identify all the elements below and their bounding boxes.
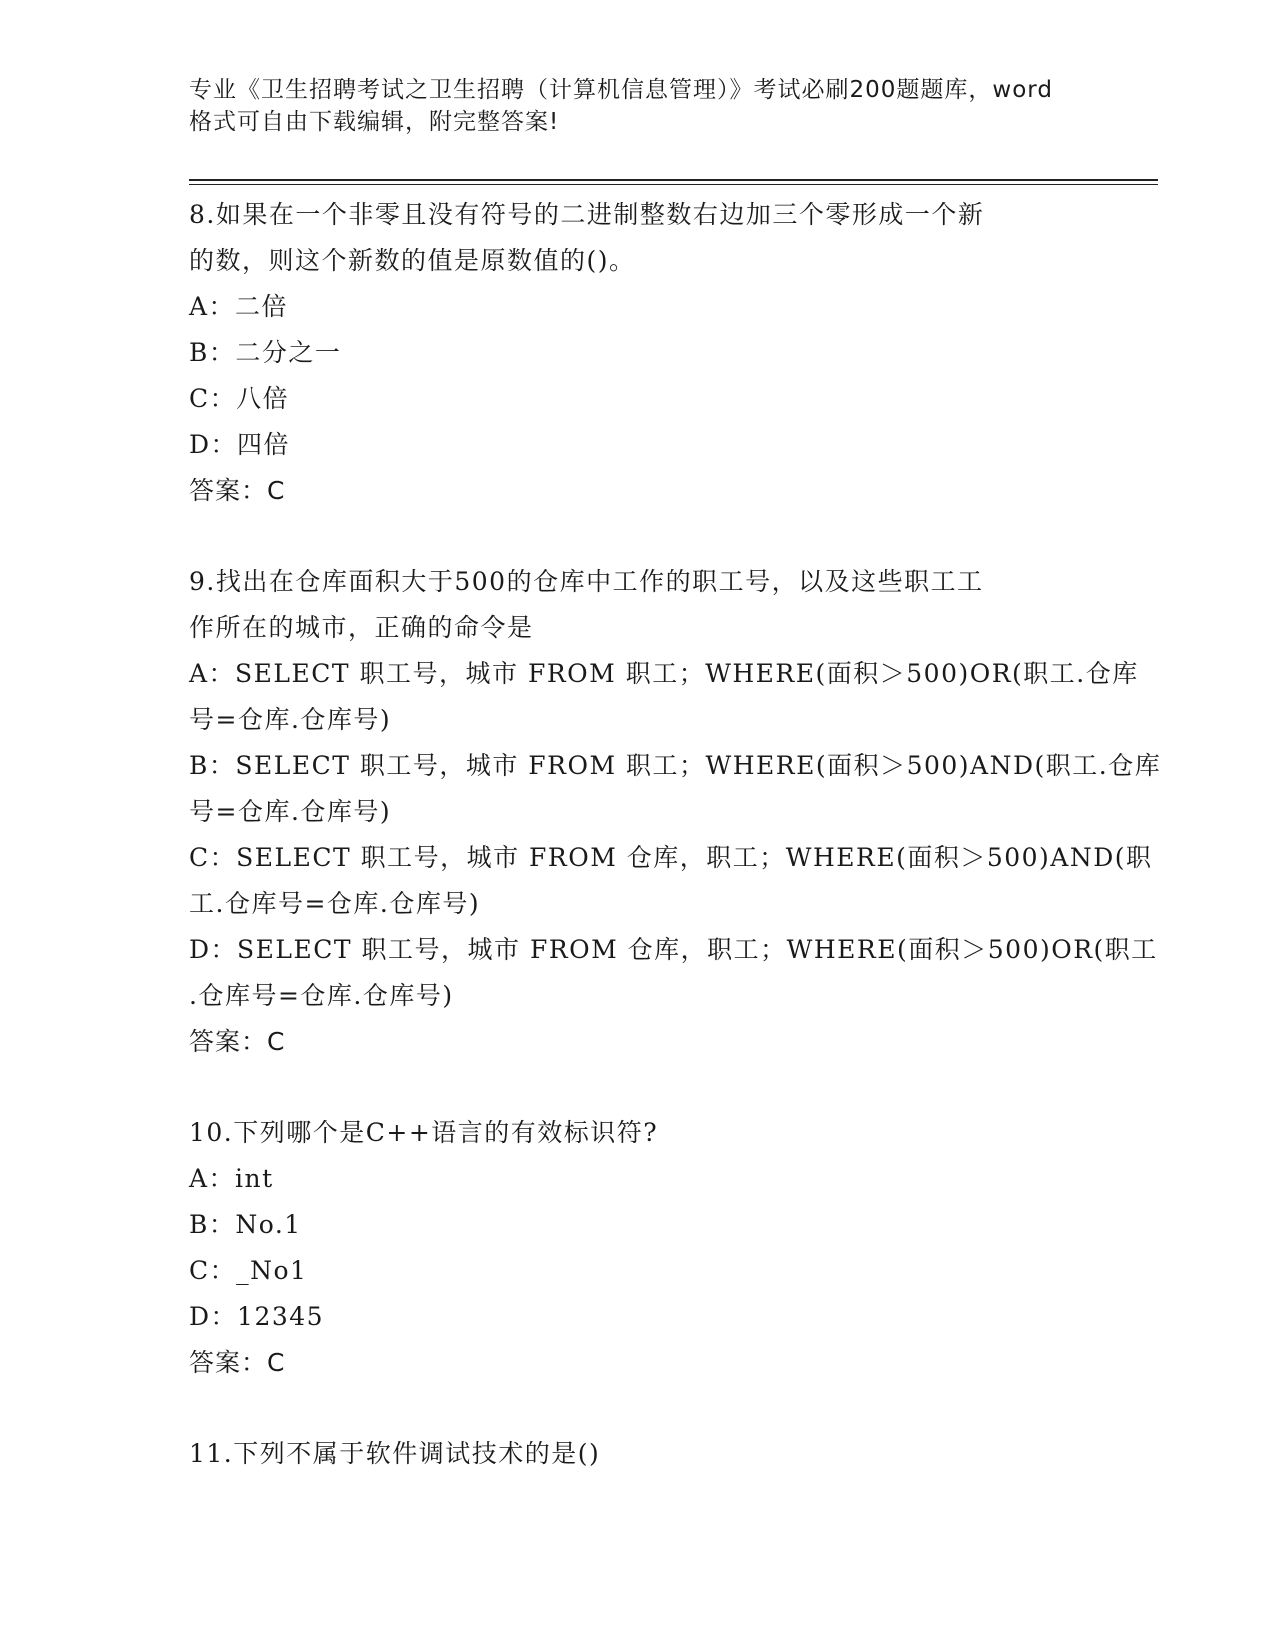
question-list — [189, 192, 1162, 1477]
spacer — [189, 514, 1089, 559]
option-c: C：八倍 — [189, 384, 290, 413]
option-d-cont: .仓库号=仓库.仓库号) — [189, 981, 454, 1010]
option-a: A：int — [189, 1164, 274, 1193]
header-divider-thin — [189, 184, 1158, 185]
question-stem-line: 9.找出在仓库面积大于500的仓库中工作的职工号，以及这些职工工 — [189, 567, 984, 596]
question-stem-line: 的数，则这个新数的值是原数值的()。 — [189, 246, 636, 275]
option-b: B：SELECT 职工号，城市 FROM 职工；WHERE(面积＞500)AND(职工.仓库 — [189, 751, 1162, 780]
option-c: C：_No1 — [189, 1256, 308, 1285]
option-a: A：二倍 — [189, 292, 289, 321]
question-block — [189, 1431, 1089, 1477]
question-stem-line: 11.下列不属于软件调试技术的是() — [189, 1439, 601, 1468]
question-stem-line: 8.如果在一个非零且没有符号的二进制整数右边加三个零形成一个新 — [189, 200, 985, 229]
question-stem-line: 作所在的城市，正确的命令是 — [189, 613, 534, 642]
option-a-cont: 号=仓库.仓库号) — [189, 705, 392, 734]
header-line-1: 专业《卫生招聘考试之卫生招聘（计算机信息管理）》考试必刷200题题库，word — [189, 77, 1053, 103]
option-b: B：二分之一 — [189, 338, 342, 367]
header-divider-thick — [189, 179, 1158, 181]
answer-line: 答案：C — [189, 476, 286, 505]
option-d: D：12345 — [189, 1302, 325, 1331]
option-a: A：SELECT 职工号，城市 FROM 职工；WHERE(面积＞500)OR(职工.仓库 — [189, 659, 1139, 688]
option-b-cont: 号=仓库.仓库号) — [189, 797, 392, 826]
document-header — [189, 74, 1089, 138]
question-block — [189, 192, 1089, 514]
option-b: B：No.1 — [189, 1210, 302, 1239]
question-block — [189, 1110, 1089, 1386]
header-line-2: 格式可自由下载编辑，附完整答案! — [189, 109, 560, 135]
spacer — [189, 1386, 1089, 1431]
question-block — [189, 559, 1162, 1065]
option-c-cont: 工.仓库号=仓库.仓库号) — [189, 889, 481, 918]
option-d: D：SELECT 职工号，城市 FROM 仓库，职工；WHERE(面积＞500)OR(职工 — [189, 935, 1158, 964]
option-c: C：SELECT 职工号，城市 FROM 仓库，职工；WHERE(面积＞500)AND(职 — [189, 843, 1153, 872]
answer-line: 答案：C — [189, 1027, 286, 1056]
answer-line: 答案：C — [189, 1348, 286, 1377]
question-stem-line: 10.下列哪个是C++语言的有效标识符? — [189, 1118, 659, 1147]
option-d: D：四倍 — [189, 430, 291, 459]
spacer — [189, 1065, 1089, 1110]
